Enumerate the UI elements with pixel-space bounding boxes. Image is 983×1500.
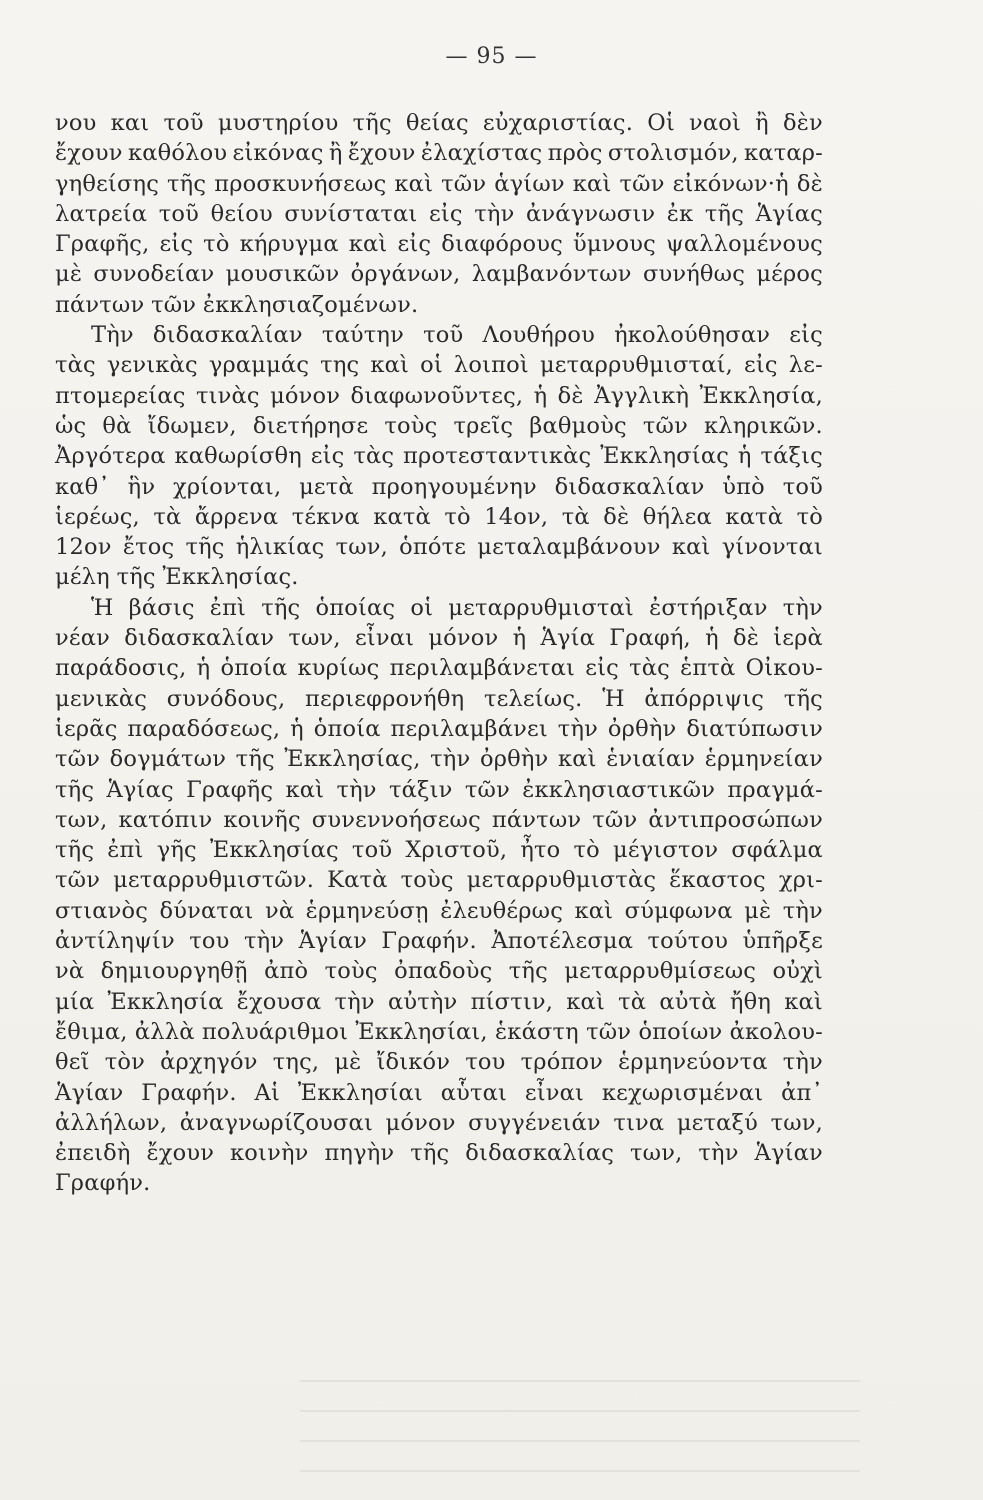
text-line: ἔχουν καθόλου εἰκόνας ἢ ἔχουν ἐλαχίστας πρὸς στολισμόν, καταρ- (55, 140, 823, 167)
text-line: ἐπειδὴ ἔχουν κοινὴν πηγὴν τῆς διδασκαλίας των, τὴν Ἁγίαν (55, 1140, 823, 1167)
text-line: των, κατόπιν κοινῆς συνεννοήσεως πάντων τῶν ἀντιπροσώπων (55, 806, 823, 833)
text-line: μία Ἐκκλησία ἔχουσα τὴν αὐτὴν πίστιν, καὶ τὰ αὐτὰ ἤθη καὶ (55, 988, 823, 1015)
text-line: Τὴν διδασκαλίαν ταύτην τοῦ Λουθήρου ἠκολούθησαν εἰς (91, 322, 823, 349)
text-line: παράδοσις, ἡ ὁποία κυρίως περιλαμβάνεται εἰς τὰς ἑπτὰ Οἰκου- (55, 655, 823, 682)
body-text (55, 108, 823, 1199)
text-line: ἱερᾶς παραδόσεως, ἡ ὁποία περιλαμβάνει τὴν ὀρθὴν διατύπωσιν (55, 715, 823, 742)
text-line: τῶν μεταρρυθμιστῶν. Κατὰ τοὺς μεταρρυθμιστὰς ἕκαστος χρι- (55, 867, 823, 894)
text-line: τῶν δογμάτων τῆς Ἐκκλησίας, τὴν ὀρθὴν καὶ ἑνιαίαν ἑρμηνείαν (55, 746, 823, 773)
text-line: Ἡ βάσις ἐπὶ τῆς ὁποίας οἱ μεταρρυθμισταὶ ἐστήριξαν τὴν (91, 594, 823, 621)
text-line: ἀντίληψίν του τὴν Ἁγίαν Γραφήν. Ἀποτέλεσμα τούτου ὑπῆρξε (55, 928, 823, 955)
text-line: Ἁγίαν Γραφήν. Αἱ Ἐκκλησίαι αὗται εἶναι κεχωρισμέναι ἀπ᾽ (55, 1079, 823, 1106)
text-line: Γραφήν. (55, 1170, 151, 1197)
text-line: τὰς γενικὰς γραμμάς της καὶ οἱ λοιποὶ μεταρρυθμισταί, εἰς λε- (55, 352, 823, 379)
text-line: λατρεία τοῦ θείου συνίσταται εἰς τὴν ἀνάγνωσιν ἐκ τῆς Ἁγίας (55, 200, 823, 227)
text-line: στιανὸς δύναται νὰ ἑρμηνεύσῃ ἐλευθέρως καὶ σύμφωνα μὲ τὴν (55, 897, 823, 924)
page-number: — 95 — (445, 44, 538, 69)
text-line: νὰ δημιουργηθῇ ἀπὸ τοὺς ὀπαδοὺς τῆς μεταρρυθμίσεως οὐχὶ (55, 958, 823, 985)
text-line: νου και τοῦ μυστηρίου τῆς θείας εὐχαριστίας. Οἱ ναοὶ ἢ δὲν (55, 110, 823, 136)
text-line: Ἀργότερα καθωρίσθη εἰς τὰς προτεσταντικὰς Ἐκκλησίας ἡ τάξις (55, 443, 823, 470)
text-line: νέαν διδασκαλίαν των, εἶναι μόνον ἡ Ἁγία Γραφή, ἡ δὲ ἱερὰ (55, 625, 823, 652)
text-line: τῆς ἐπὶ γῆς Ἐκκλησίας τοῦ Χριστοῦ, ἦτο τὸ μέγιστον σφάλμα (55, 837, 823, 864)
text-line: μενικὰς συνόδους, περιεφρονήθη τελείως. Ἡ ἀπόρριψις τῆς (55, 685, 823, 712)
text-line: πτομερείας τινὰς μόνον διαφωνοῦντες, ἡ δὲ Ἀγγλικὴ Ἐκκλησία, (55, 382, 823, 409)
text-line: Γραφῆς, εἰς τὸ κήρυγμα καὶ εἰς διαφόρους ὕμνους ψαλλομένους (55, 231, 823, 258)
text-line: γηθείσης τῆς προσκυνήσεως καὶ τῶν ἁγίων καὶ τῶν εἰκόνων·ἡ δὲ (55, 170, 823, 197)
text-line: ἱερέως, τὰ ἄρρενα τέκνα κατὰ τὸ 14ον, τὰ δὲ θήλεα κατὰ τὸ (55, 503, 823, 530)
text-line: ὡς θὰ ἴδωμεν, διετήρησε τοὺς τρεῖς βαθμοὺς τῶν κληρικῶν. (55, 412, 823, 439)
text-line: καθ᾽ ἣν χρίονται, μετὰ προηγουμένην διδασκαλίαν ὑπὸ τοῦ (55, 473, 823, 500)
text-line: θεῖ τὸν ἀρχηγόν της, μὲ ἴδικόν του τρόπον ἑρμηνεύοντα τὴν (55, 1049, 823, 1076)
text-line: μέλη τῆς Ἐκκλησίας. (55, 564, 299, 591)
bleed-through-shadow (300, 1380, 860, 1490)
text-line: πάντων τῶν ἐκκλησιαζομένων. (55, 291, 419, 318)
text-line: ἔθιμα, ἀλλὰ πολυάριθμοι Ἐκκλησίαι, ἑκάστη τῶν ὁποίων ἀκολου- (55, 1018, 823, 1045)
text-line: ἀλλήλων, ἀναγνωρίζουσαι μόνον συγγένειάν τινα μεταξύ των, (55, 1109, 823, 1136)
text-line: τῆς Ἁγίας Γραφῆς καὶ τὴν τάξιν τῶν ἐκκλησιαστικῶν πραγμά- (55, 776, 823, 803)
text-line: μὲ συνοδείαν μουσικῶν ὀργάνων, λαμβανόντων συνήθως μέρος (55, 261, 823, 288)
text-line: 12ον ἔτος τῆς ἡλικίας των, ὁπότε μεταλαμβάνουν καὶ γίνονται (55, 534, 823, 561)
